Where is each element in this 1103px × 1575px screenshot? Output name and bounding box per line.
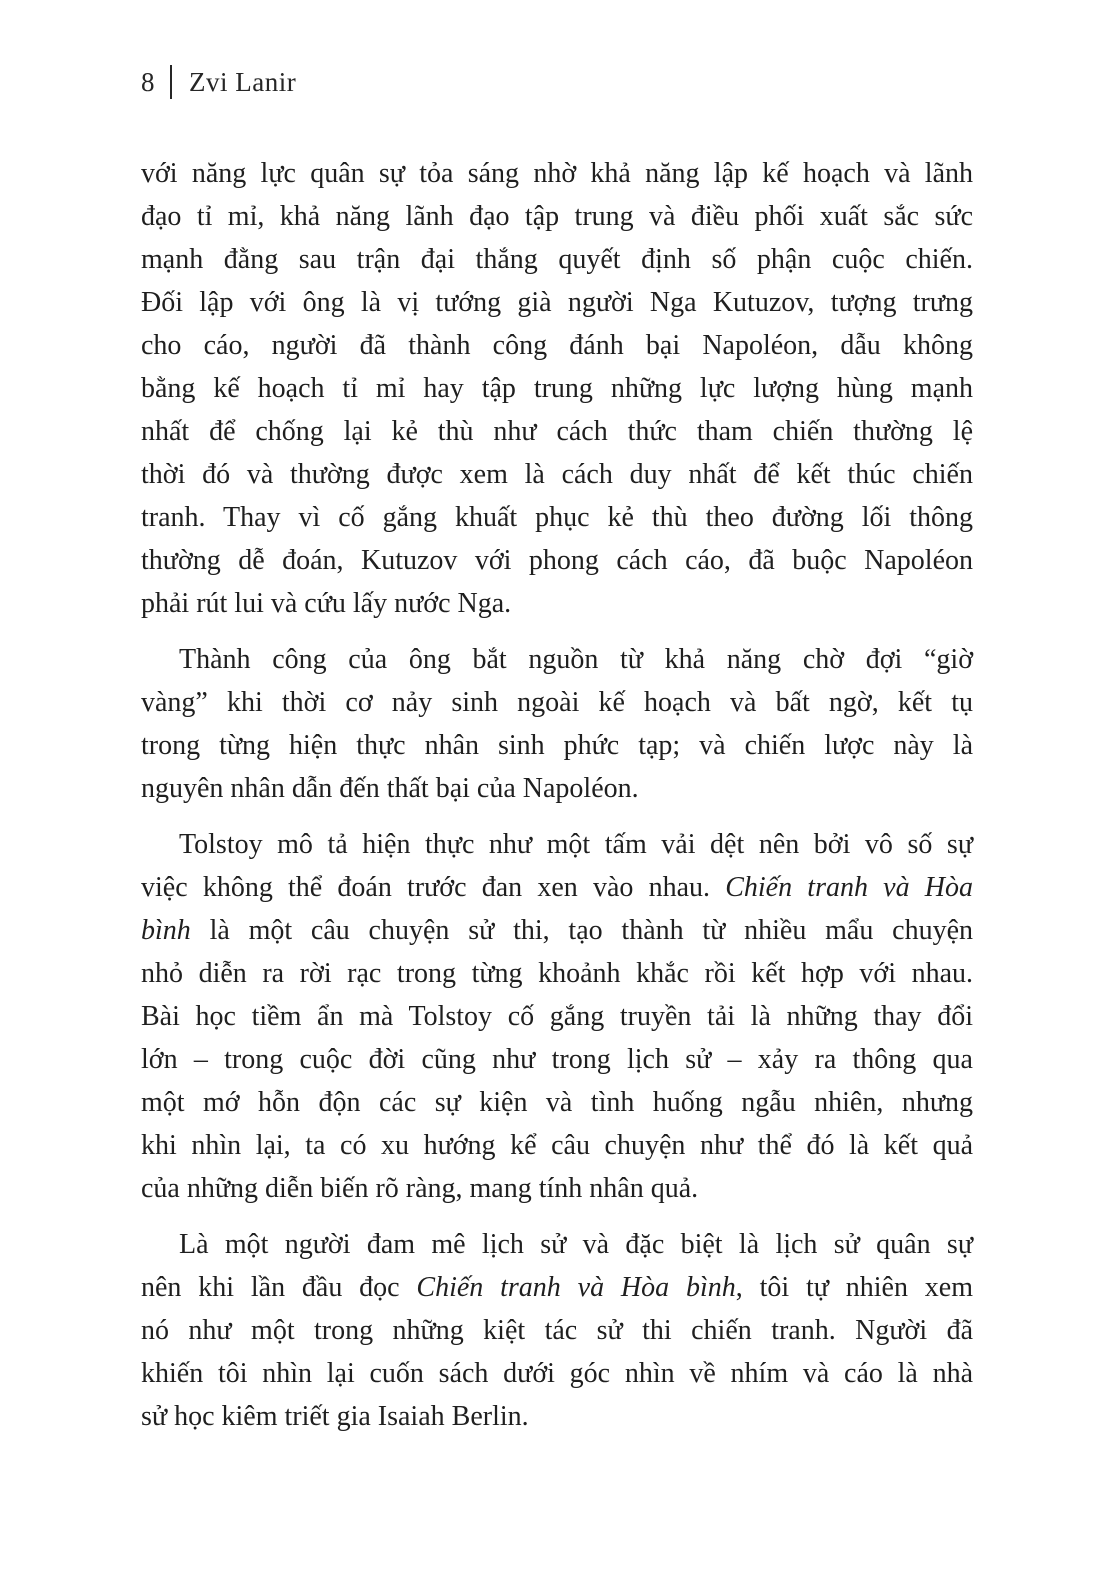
text-line bbox=[141, 866, 973, 909]
text-run: , tôi tự nhiên xem bbox=[735, 1272, 973, 1303]
text-run: thường dễ đoán, Kutuzov với phong cách cáo, đã buộc Napoléon bbox=[141, 545, 973, 576]
running-header-author: Zvi Lanir bbox=[189, 66, 297, 97]
text-line bbox=[141, 681, 973, 724]
text-line bbox=[141, 410, 973, 453]
text-line bbox=[141, 238, 973, 281]
paragraph bbox=[141, 152, 973, 625]
text-run: khiến tôi nhìn lại cuốn sách dưới góc nhìn về nhím và cáo là nhà bbox=[141, 1358, 973, 1389]
text-line bbox=[141, 1309, 973, 1352]
text-line bbox=[141, 582, 973, 625]
text-line bbox=[141, 823, 973, 866]
text-line bbox=[141, 767, 973, 810]
page-body bbox=[141, 152, 973, 1438]
text-line bbox=[141, 453, 973, 496]
text-line bbox=[141, 1352, 973, 1395]
text-run: tranh. Thay vì cố gắng khuất phục kẻ thù theo đường lối thông bbox=[141, 502, 973, 533]
text-run: Tolstoy mô tả hiện thực như một tấm vải dệt nên bởi vô số sự bbox=[179, 829, 973, 860]
text-line bbox=[141, 1266, 973, 1309]
paragraph bbox=[141, 823, 973, 1210]
running-header bbox=[141, 62, 973, 102]
text-run: một mớ hỗn độn các sự kiện và tình huống ngẫu nhiên, nhưng bbox=[141, 1087, 973, 1118]
text-run: Bài học tiềm ẩn mà Tolstoy cố gắng truyền tải là những thay đổi bbox=[141, 1001, 973, 1032]
text-run: lớn – trong cuộc đời cũng như trong lịch sử – xảy ra thông qua bbox=[141, 1044, 973, 1075]
text-line bbox=[141, 1124, 973, 1167]
text-run: nguyên nhân dẫn đến thất bại của Napoléon. bbox=[141, 773, 639, 804]
text-run: nên khi lần đầu đọc bbox=[141, 1272, 417, 1303]
text-run: vàng” khi thời cơ nảy sinh ngoài kế hoạch và bất ngờ, kết tụ bbox=[141, 687, 973, 718]
text-line bbox=[141, 539, 973, 582]
page-number: 8 bbox=[141, 66, 155, 97]
text-run: nhất để chống lại kẻ thù như cách thức tham chiến thường lệ bbox=[141, 416, 973, 447]
book-title-italic: Chiến tranh và Hòa bình bbox=[416, 1272, 736, 1303]
text-line bbox=[141, 1167, 973, 1210]
text-run: khi nhìn lại, ta có xu hướng kể câu chuyện như thể đó là kết quả bbox=[141, 1130, 973, 1161]
text-run: Thành công của ông bắt nguồn từ khả năng chờ đợi “giờ bbox=[179, 644, 973, 675]
text-run: đạo tỉ mỉ, khả năng lãnh đạo tập trung và điều phối xuất sắc sức bbox=[141, 201, 973, 232]
text-line bbox=[141, 724, 973, 767]
text-run: nó như một trong những kiệt tác sử thi chiến tranh. Người đã bbox=[141, 1315, 973, 1346]
text-line bbox=[141, 952, 973, 995]
text-run: mạnh đằng sau trận đại thắng quyết định số phận cuộc chiến. bbox=[141, 244, 973, 275]
header-divider bbox=[170, 65, 172, 99]
text-line bbox=[141, 1223, 973, 1266]
text-run: nhỏ diễn ra rời rạc trong từng khoảnh khắc rồi kết hợp với nhau. bbox=[141, 958, 973, 989]
text-line bbox=[141, 1081, 973, 1124]
text-run: Là một người đam mê lịch sử và đặc biệt là lịch sử quân sự bbox=[179, 1229, 973, 1260]
book-title-italic: Chiến tranh và Hòa bbox=[725, 872, 973, 903]
text-run: bằng kế hoạch tỉ mỉ hay tập trung những lực lượng hùng mạnh bbox=[141, 373, 973, 404]
book-title-italic: bình bbox=[141, 915, 191, 946]
text-line bbox=[141, 367, 973, 410]
text-line bbox=[141, 195, 973, 238]
text-line bbox=[141, 1395, 973, 1438]
text-run: Đối lập với ông là vị tướng già người Nga Kutuzov, tượng trưng bbox=[141, 287, 973, 318]
text-run: việc không thể đoán trước đan xen vào nhau. bbox=[141, 872, 726, 903]
text-line bbox=[141, 496, 973, 539]
text-line bbox=[141, 909, 973, 952]
paragraph bbox=[141, 638, 973, 810]
text-run: thời đó và thường được xem là cách duy nhất để kết thúc chiến bbox=[141, 459, 973, 490]
text-run: là một câu chuyện sử thi, tạo thành từ nhiều mẩu chuyện bbox=[190, 915, 973, 946]
text-run: phải rút lui và cứu lấy nước Nga. bbox=[141, 588, 512, 619]
text-line bbox=[141, 995, 973, 1038]
text-run: sử học kiêm triết gia Isaiah Berlin. bbox=[141, 1401, 529, 1432]
text-line bbox=[141, 324, 973, 367]
paragraph bbox=[141, 1223, 973, 1438]
text-run: trong từng hiện thực nhân sinh phức tạp; và chiến lược này là bbox=[141, 730, 973, 761]
text-run: của những diễn biến rõ ràng, mang tính nhân quả. bbox=[141, 1173, 699, 1204]
text-line bbox=[141, 152, 973, 195]
text-run: cho cáo, người đã thành công đánh bại Napoléon, dẫu không bbox=[141, 330, 973, 361]
text-line bbox=[141, 638, 973, 681]
text-line bbox=[141, 281, 973, 324]
text-run: với năng lực quân sự tỏa sáng nhờ khả năng lập kế hoạch và lãnh bbox=[141, 158, 973, 189]
text-line bbox=[141, 1038, 973, 1081]
